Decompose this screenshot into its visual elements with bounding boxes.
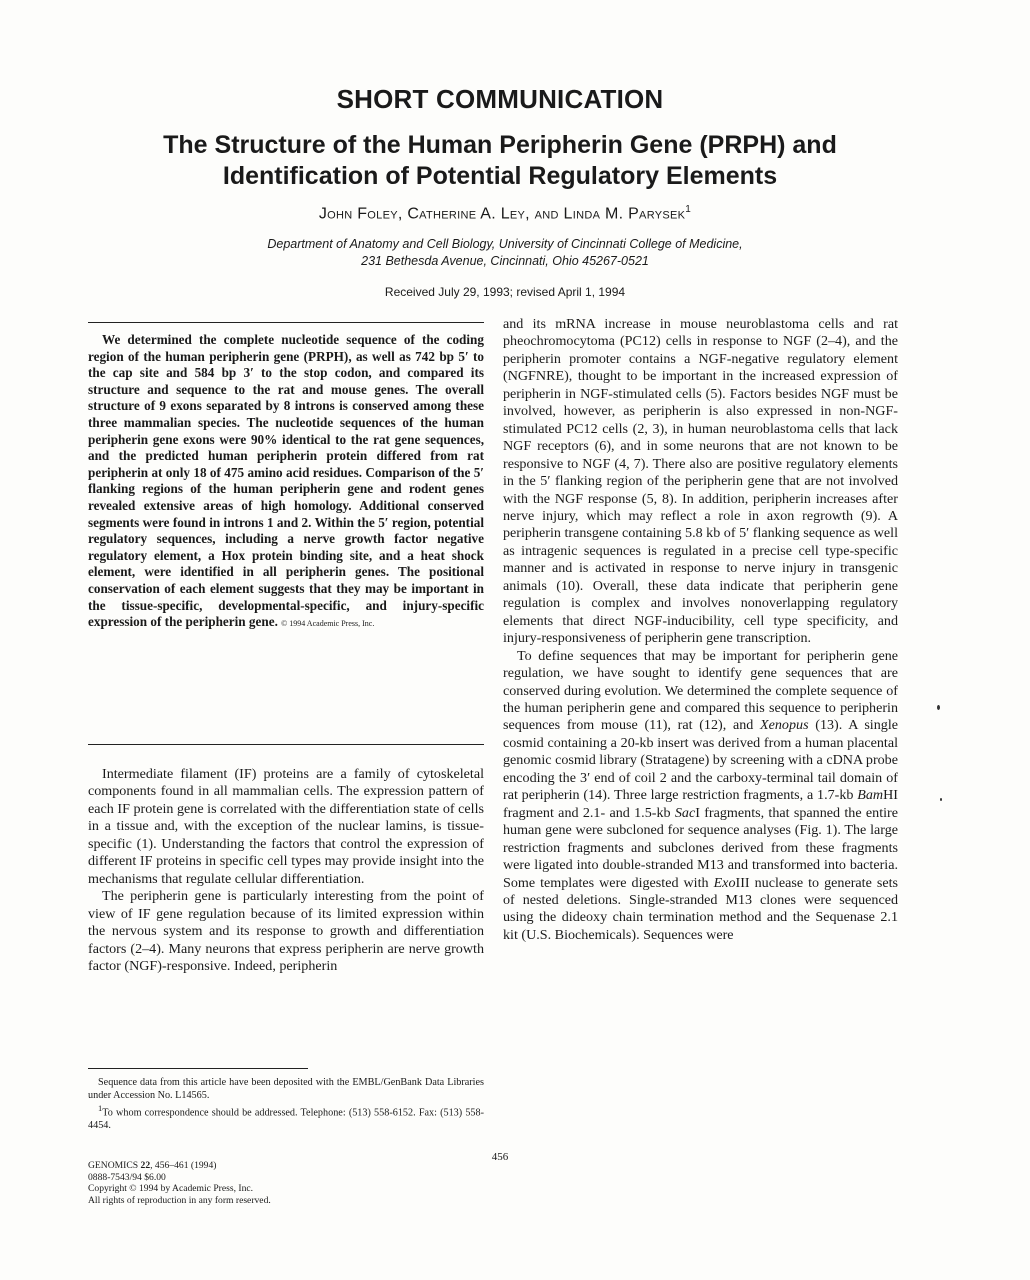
footnotes bbox=[88, 1077, 484, 1133]
abstract-top-rule bbox=[88, 322, 484, 323]
body-paragraph-4 bbox=[503, 648, 898, 945]
affiliation-line-1: Department of Anatomy and Cell Biology, University of Cincinnati College of Medicine, bbox=[267, 237, 743, 251]
enzyme-suffix: I bbox=[695, 804, 700, 821]
footnote-correspondence-text: To whom correspondence should be addressed. Telephone: (513) 558-6152. Fax: (513) 558-4454. bbox=[88, 1107, 484, 1132]
footnote-data-deposit: Sequence data from this article have been deposited with the EMBL/GenBank Data Libraries under Accession No. L14565. bbox=[88, 1077, 484, 1101]
body-text-segment: (13). A single cosmid containing a 20-kb insert was derived from a human placental genomic cosmid library (Stratagene) by screening with a cDNA probe encoding the 3′ end of coil 2 and the carboxy-terminal tail domain of rat peripherin (14). Three large restriction fragments, a 1.7-kb bbox=[503, 717, 898, 804]
enzyme-name-italic: Exo bbox=[713, 874, 736, 891]
body-paragraph-1: Intermediate filament (IF) proteins are a family of cytoskeletal components found in all mammalian cells. The expression pattern of each IF protein gene is correlated with the differentiation state of cells in a tissue and, with the exception of the nuclear lamins, is tissue-specific (1). Understanding the factors that control the expression of different IF proteins in specific cell types may provide insight into the mechanisms that regulate cellular differentiation. bbox=[88, 766, 484, 887]
paper-title bbox=[70, 130, 930, 192]
abstract bbox=[88, 332, 484, 633]
page-number: 456 bbox=[491, 1151, 509, 1163]
title-line-2: Identification of Potential Regulatory Elements bbox=[222, 162, 778, 190]
body-text-segment: nuclease to generate sets of nested deletions. Single-stranded M13 clones were sequenced using the dideoxy chain termination method and the Sequenase 2.1 kit (U.S. Biochemicals). Sequences were bbox=[503, 874, 898, 943]
body-paragraph-3: and its mRNA increase in mouse neuroblastoma cells and rat pheochromocytoma (PC12) cells in response to NGF (2–4), and the peripherin promoter contains a NGF-negative regulatory element (NGFNRE), thought to be important in the increased expression of peripherin in NGF-stimulated cells (5). Factors besides NGF must be involved, however, as peripherin is also expressed in non-NGF-stimulated PC12 cells (2, 3), in human neuroblastoma cells that lack NGF receptors (6), and in some neurons that are not known to be responsive to NGF (4, 7). There also are positive regulatory elements in the 5′ flanking region of the peripherin gene that are not involved with the NGF response (5, 8). In addition, peripherin increases after nerve injury, which may reflect a role in axon regrowth (9). A peripherin transgene containing 5.8 kb of 5′ flanking sequence as well as intragenic sequences is regulated in a precise cell type-specific manner and is activated in response to nerve injury in transgenic animals (10). Overall, these data indicate that peripherin gene regulation is complex and involves nonoverlapping regulatory elements that direct NGF-inducibility, cell type specificity, and injury-responsiveness of peripherin gene transcription. bbox=[503, 316, 898, 647]
abstract-text: We determined the complete nucleotide sequence of the coding region of the human peripherin gene (PRPH), as well as 742 bp 5′ to the cap site and 584 bp 3′ to the stop codon, and compared its structure and sequence to the rat and mouse genes. The overall structure of 9 exons separated by 8 introns is conserved among these three mammalian species. The nucleotide sequences of the human peripherin gene exons were 90% identical to the rat gene sequences, and the predicted human peripherin protein differed from rat peripherin at only 18 of 475 amino acid residues. Comparison of the 5′ flanking regions of the human peripherin gene and rodent genes revealed extensive areas of high homology. Additional conserved segments were found in introns 1 and 2. Within the 5′ region, potential regulatory sequences, including a nerve growth factor negative regulatory element, a Hox protein binding site, and a heat shock element, were identified in all peripherin genes. The positional conservation of each element suggests that they may be important in the tissue-specific, developmental-specific, and injury-specific expression of the peripherin gene. bbox=[88, 332, 484, 630]
scan-speck bbox=[937, 705, 940, 710]
footnote-mark: 1 bbox=[98, 1103, 103, 1114]
affiliation-line-2: 231 Bethesda Avenue, Cincinnati, Ohio 45267-0521 bbox=[361, 254, 649, 268]
journal-pages: , 456–461 (1994) bbox=[150, 1160, 217, 1171]
received-dates: Received July 29, 1993; revised April 1, 1994 bbox=[384, 285, 626, 299]
section-heading: SHORT COMMUNICATION bbox=[336, 84, 664, 114]
body-text-segment: fragments, that spanned the entire human gene were subcloned for sequence analyses (Fig. 1). The large restriction fragments and subclones derived from these fragments were ligated into double-stranded M13 and transformed into bacteria. Some templates were digested with bbox=[503, 804, 898, 891]
author-list bbox=[0, 204, 1010, 223]
journal-info bbox=[88, 1160, 408, 1206]
journal-name: GENOMICS bbox=[88, 1160, 139, 1171]
species-name-italic: Xenopus bbox=[760, 717, 809, 734]
scan-speck bbox=[940, 798, 942, 801]
abstract-bottom-rule bbox=[88, 744, 484, 745]
enzyme-suffix: HI bbox=[883, 787, 898, 804]
footnote-rule bbox=[88, 1068, 308, 1069]
body-text-segment: fragment and 2.1- and 1.5-kb bbox=[503, 804, 675, 821]
enzyme-name-italic: Bam bbox=[857, 787, 884, 804]
journal-copyright: Copyright © 1994 by Academic Press, Inc. bbox=[88, 1183, 254, 1195]
journal-citation bbox=[88, 1160, 408, 1172]
body-paragraph-2: The peripherin gene is particularly interesting from the point of view of IF gene regulation because of its limited expression within the nervous system and its response to growth and differentiation factors (2–4). Many neurons that express peripherin are nerve growth factor (NGF)-responsive. Indeed, peripherin bbox=[88, 888, 484, 974]
body-text-segment: To define sequences that may be important for peripherin gene regulation, we have sought to identify gene sequences that are conserved during evolution. We determined the complete sequence of the human peripherin gene and compared this sequence to peripherin sequences from mouse (11), rat (12), and bbox=[503, 647, 898, 734]
enzyme-name-italic: Sac bbox=[674, 804, 696, 821]
journal-volume: 22 bbox=[140, 1160, 151, 1171]
affiliation bbox=[150, 236, 860, 270]
title-line-1: The Structure of the Human Peripherin Gene (PRPH) and bbox=[163, 131, 837, 159]
left-column-body bbox=[88, 766, 484, 975]
enzyme-suffix: III bbox=[735, 874, 750, 891]
authors-text: John Foley, Catherine A. Ley, and Linda M. Parysek bbox=[318, 205, 686, 223]
right-column-body bbox=[503, 316, 898, 944]
journal-rights: All rights of reproduction in any form reserved. bbox=[88, 1194, 271, 1206]
author-footnote-mark: 1 bbox=[685, 204, 692, 215]
journal-issn: 0888-7543/94 $6.00 bbox=[88, 1171, 166, 1183]
footnote-correspondence bbox=[88, 1102, 484, 1133]
abstract-copyright: © 1994 Academic Press, Inc. bbox=[281, 619, 375, 629]
